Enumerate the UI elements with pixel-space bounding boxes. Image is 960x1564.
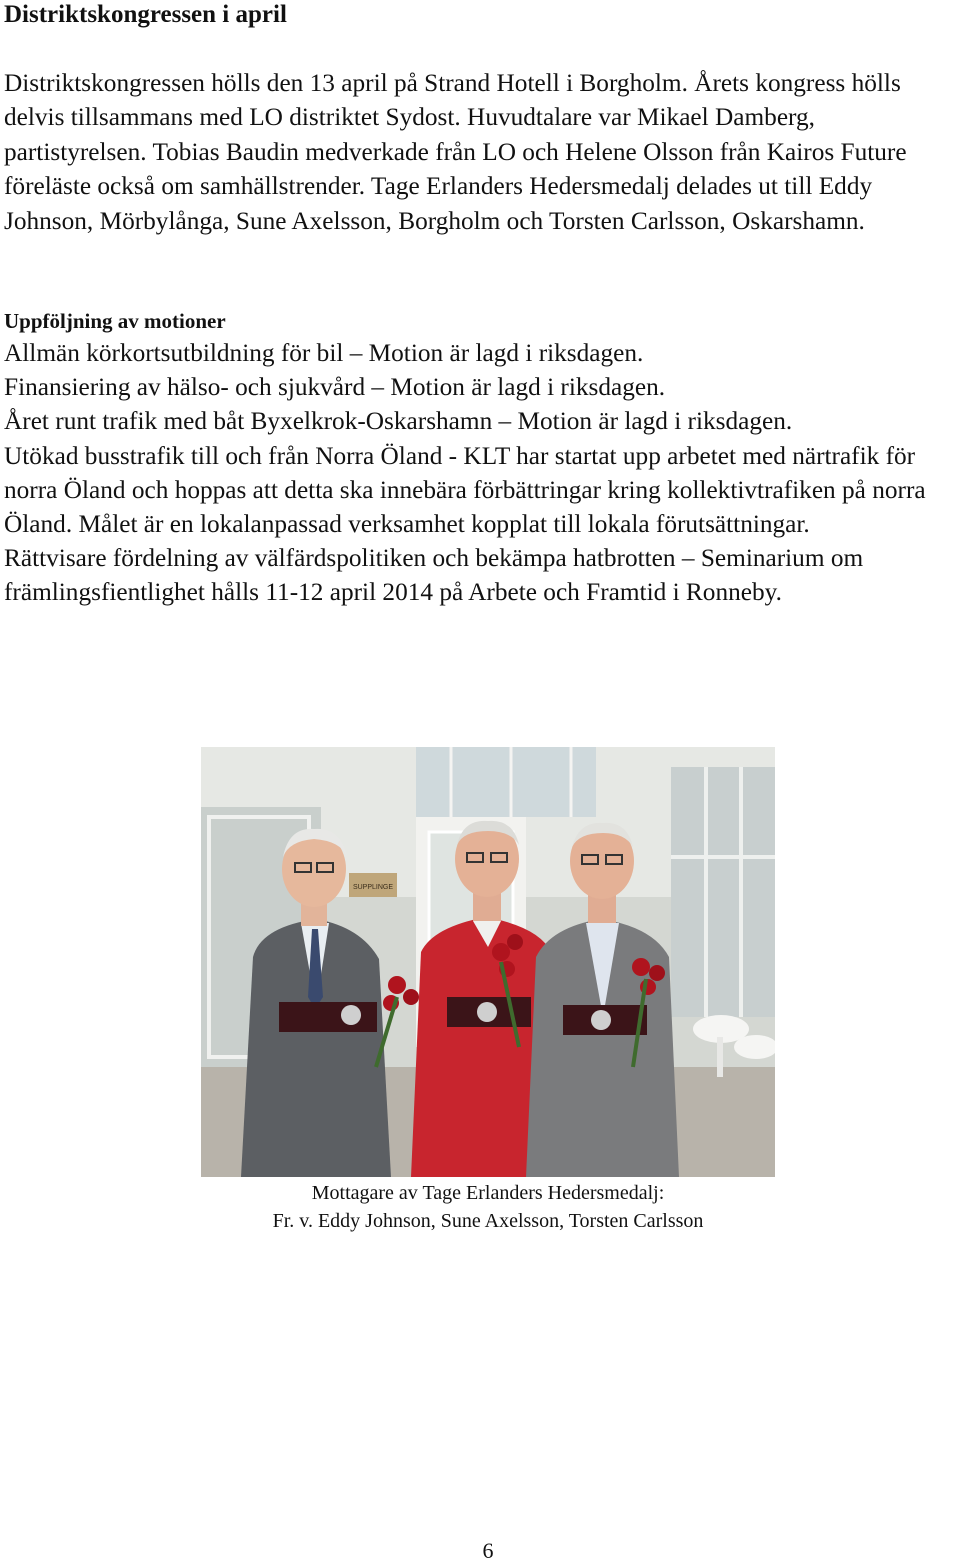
award-recipients-photo xyxy=(201,747,775,1177)
photo-sign-text: SUPPLINGE xyxy=(352,884,394,891)
followup-item-boat-traffic: Året runt trafik med båt Byxelkrok-Oskarshamn – Motion är lagd i riksdagen. xyxy=(4,407,793,436)
followup-heading: Uppföljning av motioner xyxy=(4,309,226,333)
page-number: 6 xyxy=(482,1538,494,1563)
followup-list xyxy=(4,336,956,610)
page-heading: Distriktskongressen i april xyxy=(4,1,287,28)
followup-item-welfare-seminar: Rättvisare fördelning av välfärdspolitiken och bekämpa hatbrotten – Seminarium om främlingsfientlighet hålls 11-12 april 2014 på Arbete och Framtid i Ronneby. xyxy=(4,544,864,607)
followup-item-drivers-license: Allmän körkortsutbildning för bil – Motion är lagd i riksdagen. xyxy=(4,339,644,367)
followup-item-healthcare: Finansiering av hälso- och sjukvård – Motion är lagd i riksdagen. xyxy=(4,373,666,402)
caption-line-1: Mottagare av Tage Erlanders Hedersmedalj: xyxy=(311,1182,665,1204)
followup-item-bus-traffic: Utökad busstrafik till och från Norra Öland - KLT har startat upp arbetet med närtrafik för norra Öland och hoppas att detta ska innebära förbättringar kring kollektivtrafiken på norra Öland. Målet är en lokalanpassad verksamhet kopplat till lokala förutsättningar. xyxy=(4,441,926,539)
intro-paragraph: Distriktskongressen hölls den 13 april på Strand Hotell i Borgholm. Årets kongress hölls delvis tillsammans med LO distriktet Sydost. Huvudtalare var Mikael Damberg, partistyrelsen. Tobias Baudin medverkade från LO och Helene Olsson från Kairos Future föreläste också om samhällstrender. Tage Erlanders Hedersmedalj delades ut till Eddy Johnson, Mörbylånga, Sune Axelsson, Borgholm och Torsten Carlsson, Oskarshamn. xyxy=(4,69,907,235)
caption-line-2: Fr. v. Eddy Johnson, Sune Axelsson, Torsten Carlsson xyxy=(272,1210,704,1232)
photo-caption xyxy=(188,1179,788,1235)
